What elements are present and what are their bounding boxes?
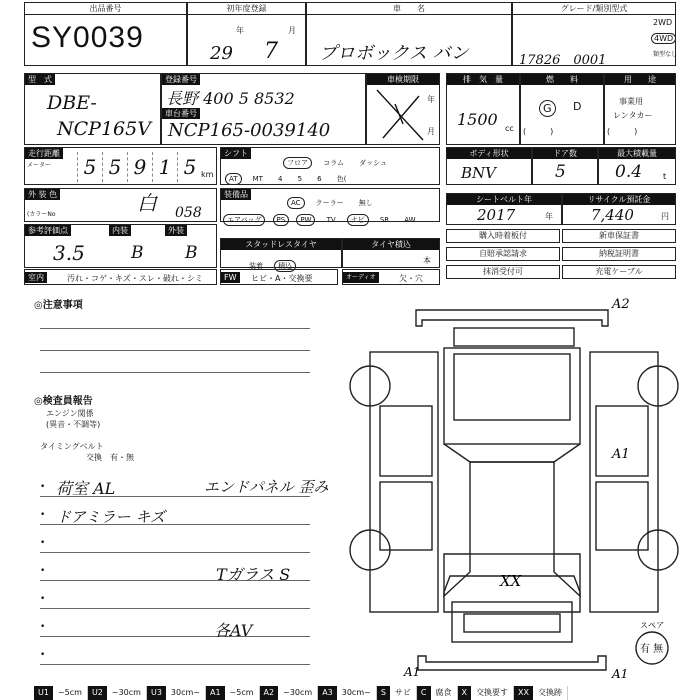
note-rule xyxy=(40,664,310,665)
damage-mark-a1-front-left: A1 xyxy=(404,665,421,679)
month-unit: 月 xyxy=(288,26,296,35)
equip-ac: AC xyxy=(287,197,305,209)
timing-label: タイミングベルト xyxy=(40,442,104,451)
engine-label: エンジン関係 xyxy=(46,409,94,418)
score-label: 参考評価点 xyxy=(25,225,71,236)
lot-number-value: SY0039 xyxy=(31,21,144,54)
note-rule xyxy=(40,372,310,373)
timing-sub: 交換 有・無 xyxy=(86,453,134,462)
load-label: 最大積載量 xyxy=(599,148,675,159)
fuel-box xyxy=(520,73,604,145)
body-label: ボディ形状 xyxy=(447,148,531,159)
fuel-label: 燃 料 xyxy=(521,74,603,85)
recycle-box xyxy=(562,193,676,225)
vehicle-damage-diagram xyxy=(340,296,680,686)
bullet: • xyxy=(40,650,46,660)
drive-other: 類型なし xyxy=(653,51,678,58)
usage-rental: レンタカー xyxy=(613,111,653,120)
fuel-g: G xyxy=(539,100,556,117)
equipment-label: 装備品 xyxy=(221,189,251,200)
bullet: • xyxy=(40,566,46,576)
seatbelt-value: 2017 xyxy=(477,206,516,224)
legend-key: C xyxy=(417,686,431,700)
load-unit: t xyxy=(663,172,667,181)
inspection-label: 車検期限 xyxy=(367,74,439,85)
exterior-grade-value: B xyxy=(185,243,198,263)
usage-box xyxy=(604,73,676,145)
doc-purchase-plate: 購入時着板付 xyxy=(446,229,560,243)
doors-label: ドア数 xyxy=(533,148,597,159)
note-rule xyxy=(40,636,310,637)
room-label: 室内 xyxy=(25,272,47,283)
legend-value: 交換要す xyxy=(471,686,514,700)
damage-legend xyxy=(34,686,568,700)
note-rule xyxy=(40,350,310,351)
studless-fitted: 装着 xyxy=(249,262,263,270)
spare-value: 有 無 xyxy=(640,644,664,655)
bullet: • xyxy=(40,622,46,632)
legend-key: XX xyxy=(514,686,533,700)
chassis-label: 車台番号 xyxy=(162,108,200,119)
score-box xyxy=(24,224,217,268)
legend-value: 腐食 xyxy=(431,686,458,700)
mileage-digit: 5 xyxy=(177,152,202,182)
mileage-digits xyxy=(77,152,202,182)
first-registration-label: 初年度登録 xyxy=(188,3,305,15)
fuel-paren-2: ( ) xyxy=(607,127,638,136)
registration-label: 登録番号 xyxy=(162,74,200,85)
load-value: 0.4 xyxy=(615,162,643,182)
doc-new-car-warranty: 新車保証書 xyxy=(562,229,676,243)
exterior-grade-label: 外装 xyxy=(165,225,187,236)
interior-label: 内装 xyxy=(109,225,131,236)
mileage-digit: 9 xyxy=(127,152,152,182)
equip-sr: SR xyxy=(379,216,390,224)
studless-loaded: 積込 xyxy=(274,260,296,272)
fuel-d: D xyxy=(573,100,582,113)
damage-mark-a2: A2 xyxy=(612,297,630,312)
legend-key: U2 xyxy=(88,686,107,700)
year-unit: 年 xyxy=(236,26,244,35)
damage-mark-xx: XX xyxy=(500,572,522,590)
seatbelt-unit: 年 xyxy=(545,212,553,221)
shift-gear-4: 4 xyxy=(278,175,283,183)
tire-box xyxy=(342,238,440,268)
exterior-color-box xyxy=(24,188,217,222)
doors-box xyxy=(532,147,598,185)
seatbelt-label: シートベルト年 xyxy=(447,194,561,205)
recycle-value: 7,440 xyxy=(591,206,634,224)
documents-grid xyxy=(446,229,676,283)
audio-label: オーディオ xyxy=(343,272,379,283)
fw-label: FW xyxy=(221,272,240,283)
month-value: 7 xyxy=(264,39,278,64)
exterior-color-sub: (カラーNo xyxy=(27,211,56,218)
recycle-label: リサイクル預託金 xyxy=(563,194,675,205)
exterior-color-value: 白 xyxy=(137,191,157,215)
tire-label: タイヤ積込 xyxy=(343,239,439,250)
grade-box xyxy=(512,2,676,66)
equip-tv: TV xyxy=(326,216,336,224)
shift-dash: ダッシュ xyxy=(359,159,387,167)
shift-label: シフト xyxy=(221,148,251,159)
shift-gear-5: 5 xyxy=(297,175,303,183)
tire-unit: 本 xyxy=(423,256,431,265)
displacement-label: 排 気 量 xyxy=(447,74,519,85)
interior-value: B xyxy=(131,243,144,263)
lot-number-box xyxy=(24,2,187,66)
audio-row xyxy=(342,269,440,285)
legend-key: A1 xyxy=(206,686,225,700)
damage-mark-a1-front-right: A1 xyxy=(612,667,629,681)
car-name-label: 車 名 xyxy=(307,3,511,15)
inspection-scribble xyxy=(373,86,433,144)
first-registration-box xyxy=(187,2,306,66)
inspection-month-unit: 月 xyxy=(427,127,435,136)
grade-label: グレード/類別型式 xyxy=(513,3,675,15)
displacement-value: 1500 xyxy=(457,110,498,129)
legend-value: 交換跡 xyxy=(533,686,568,700)
equipment-box xyxy=(220,188,440,222)
equip-airbag: エアバッグ xyxy=(223,214,265,226)
doors-value: 5 xyxy=(555,162,566,182)
note-handwritten-1b: エンドパネル 歪み xyxy=(204,478,329,496)
doc-deregistration: 抹消受付可 xyxy=(446,265,560,279)
registration-box xyxy=(161,73,366,145)
equipment-row-2 xyxy=(223,207,422,226)
note-handwritten-1: 荷室 AL xyxy=(56,479,116,498)
doc-tax-certificate: 納税証明書 xyxy=(562,247,676,261)
model-label: 型 式 xyxy=(25,74,55,85)
fw-row xyxy=(220,269,338,285)
equip-aw: AW xyxy=(404,216,416,224)
legend-value: サビ xyxy=(390,686,417,700)
legend-key: X xyxy=(458,686,471,700)
bullet: • xyxy=(40,538,46,548)
mileage-unit: km xyxy=(201,170,214,179)
body-box xyxy=(446,147,532,185)
note-handwritten-4: 各AV xyxy=(214,621,253,640)
body-value: BNV xyxy=(461,164,496,182)
caution-heading: ◎注意事項 xyxy=(34,300,83,311)
displacement-box xyxy=(446,73,520,145)
model-box xyxy=(24,73,161,145)
seatbelt-box xyxy=(446,193,562,225)
legend-value: ~30cm xyxy=(278,686,318,700)
car-name-box xyxy=(306,2,512,66)
mileage-label: 走行距離 xyxy=(25,148,63,159)
exterior-color-label: 外 装 色 xyxy=(25,189,60,200)
room-items: 汚れ・コゲ・キズ・スレ・破れ・シミ xyxy=(67,274,203,283)
shift-floor: フロア xyxy=(283,157,312,169)
note-rule xyxy=(40,328,310,329)
legend-key: A3 xyxy=(318,686,337,700)
fw-items: ヒビ・A・交換要 xyxy=(251,274,313,283)
studless-label: スタッドレスタイヤ xyxy=(221,239,341,250)
studless-box xyxy=(220,238,342,268)
note-handwritten-3: Tガラス S xyxy=(216,565,291,584)
note-rule xyxy=(40,608,310,609)
bullet: • xyxy=(40,510,46,520)
bullet: • xyxy=(40,594,46,604)
legend-value: ~5cm xyxy=(225,686,260,700)
note-rule xyxy=(40,552,310,553)
chassis-value: NCP165-0039140 xyxy=(168,120,331,141)
car-name-value: プロボックス バン xyxy=(319,43,469,64)
shift-gear-6: 6 xyxy=(317,175,322,183)
shift-mt: MT xyxy=(252,175,263,183)
damage-mark-a1-right: A1 xyxy=(612,447,630,462)
mileage-digit: 1 xyxy=(152,152,177,182)
legend-value: 30cm~ xyxy=(166,686,206,700)
grade-value: 17826 0001 xyxy=(519,53,607,68)
model-value-2: NCP165V xyxy=(57,118,151,140)
legend-key: U3 xyxy=(147,686,166,700)
inspection-box xyxy=(366,73,440,145)
lot-number-label: 出品番号 xyxy=(25,3,186,15)
drive-4wd: 4WD xyxy=(651,33,676,44)
usage-label: 用 途 xyxy=(605,74,675,85)
equip-pw: PW xyxy=(296,214,315,226)
mileage-digit: 5 xyxy=(102,152,127,182)
doc-charging-cable: 充電ケーブル xyxy=(562,265,676,279)
equip-navi: ナビ xyxy=(347,214,369,226)
year-value: 29 xyxy=(210,43,233,64)
legend-key: A2 xyxy=(260,686,279,700)
equip-ps: PS xyxy=(273,214,290,226)
equip-cooler: クーラー xyxy=(315,199,344,207)
doc-insurance-claim: 自賠承認請求 xyxy=(446,247,560,261)
audio-items: 欠・穴 xyxy=(399,274,423,283)
legend-value: 30cm~ xyxy=(337,686,377,700)
shift-at: AT xyxy=(225,173,242,185)
exterior-color-code: 058 xyxy=(175,205,202,221)
displacement-unit: cc xyxy=(505,124,514,133)
shift-box xyxy=(220,147,440,185)
room-row xyxy=(24,269,217,285)
drive-2wd: 2WD xyxy=(653,18,673,27)
load-box xyxy=(598,147,676,185)
usage-business: 事業用 xyxy=(619,97,643,106)
mileage-box xyxy=(24,147,217,185)
shift-column: コラム xyxy=(323,159,345,167)
engine-sub: (異音・不調等) xyxy=(46,420,101,429)
shift-color: 色( xyxy=(336,175,347,183)
equip-none: 無し xyxy=(358,199,373,207)
fuel-paren-1: ( ) xyxy=(523,127,554,136)
score-value: 3.5 xyxy=(53,241,85,265)
spare-label: スペア xyxy=(640,621,664,630)
legend-value: ~5cm xyxy=(53,686,88,700)
registration-value: 長野 400 5 8532 xyxy=(166,89,295,108)
legend-key: U1 xyxy=(34,686,53,700)
inspector-heading: ◎検査員報告 xyxy=(34,396,93,407)
legend-value: ~30cm xyxy=(107,686,147,700)
shift-type xyxy=(225,166,352,185)
inspection-year-unit: 年 xyxy=(427,95,435,104)
model-value-1: DBE- xyxy=(47,92,97,114)
legend-key: S xyxy=(377,686,390,700)
note-handwritten-2: ドアミラー キズ xyxy=(56,508,166,526)
mileage-digit: 5 xyxy=(77,152,102,182)
bullet: • xyxy=(40,482,46,492)
recycle-unit: 円 xyxy=(661,212,669,221)
mileage-sub: メーター xyxy=(27,162,52,169)
